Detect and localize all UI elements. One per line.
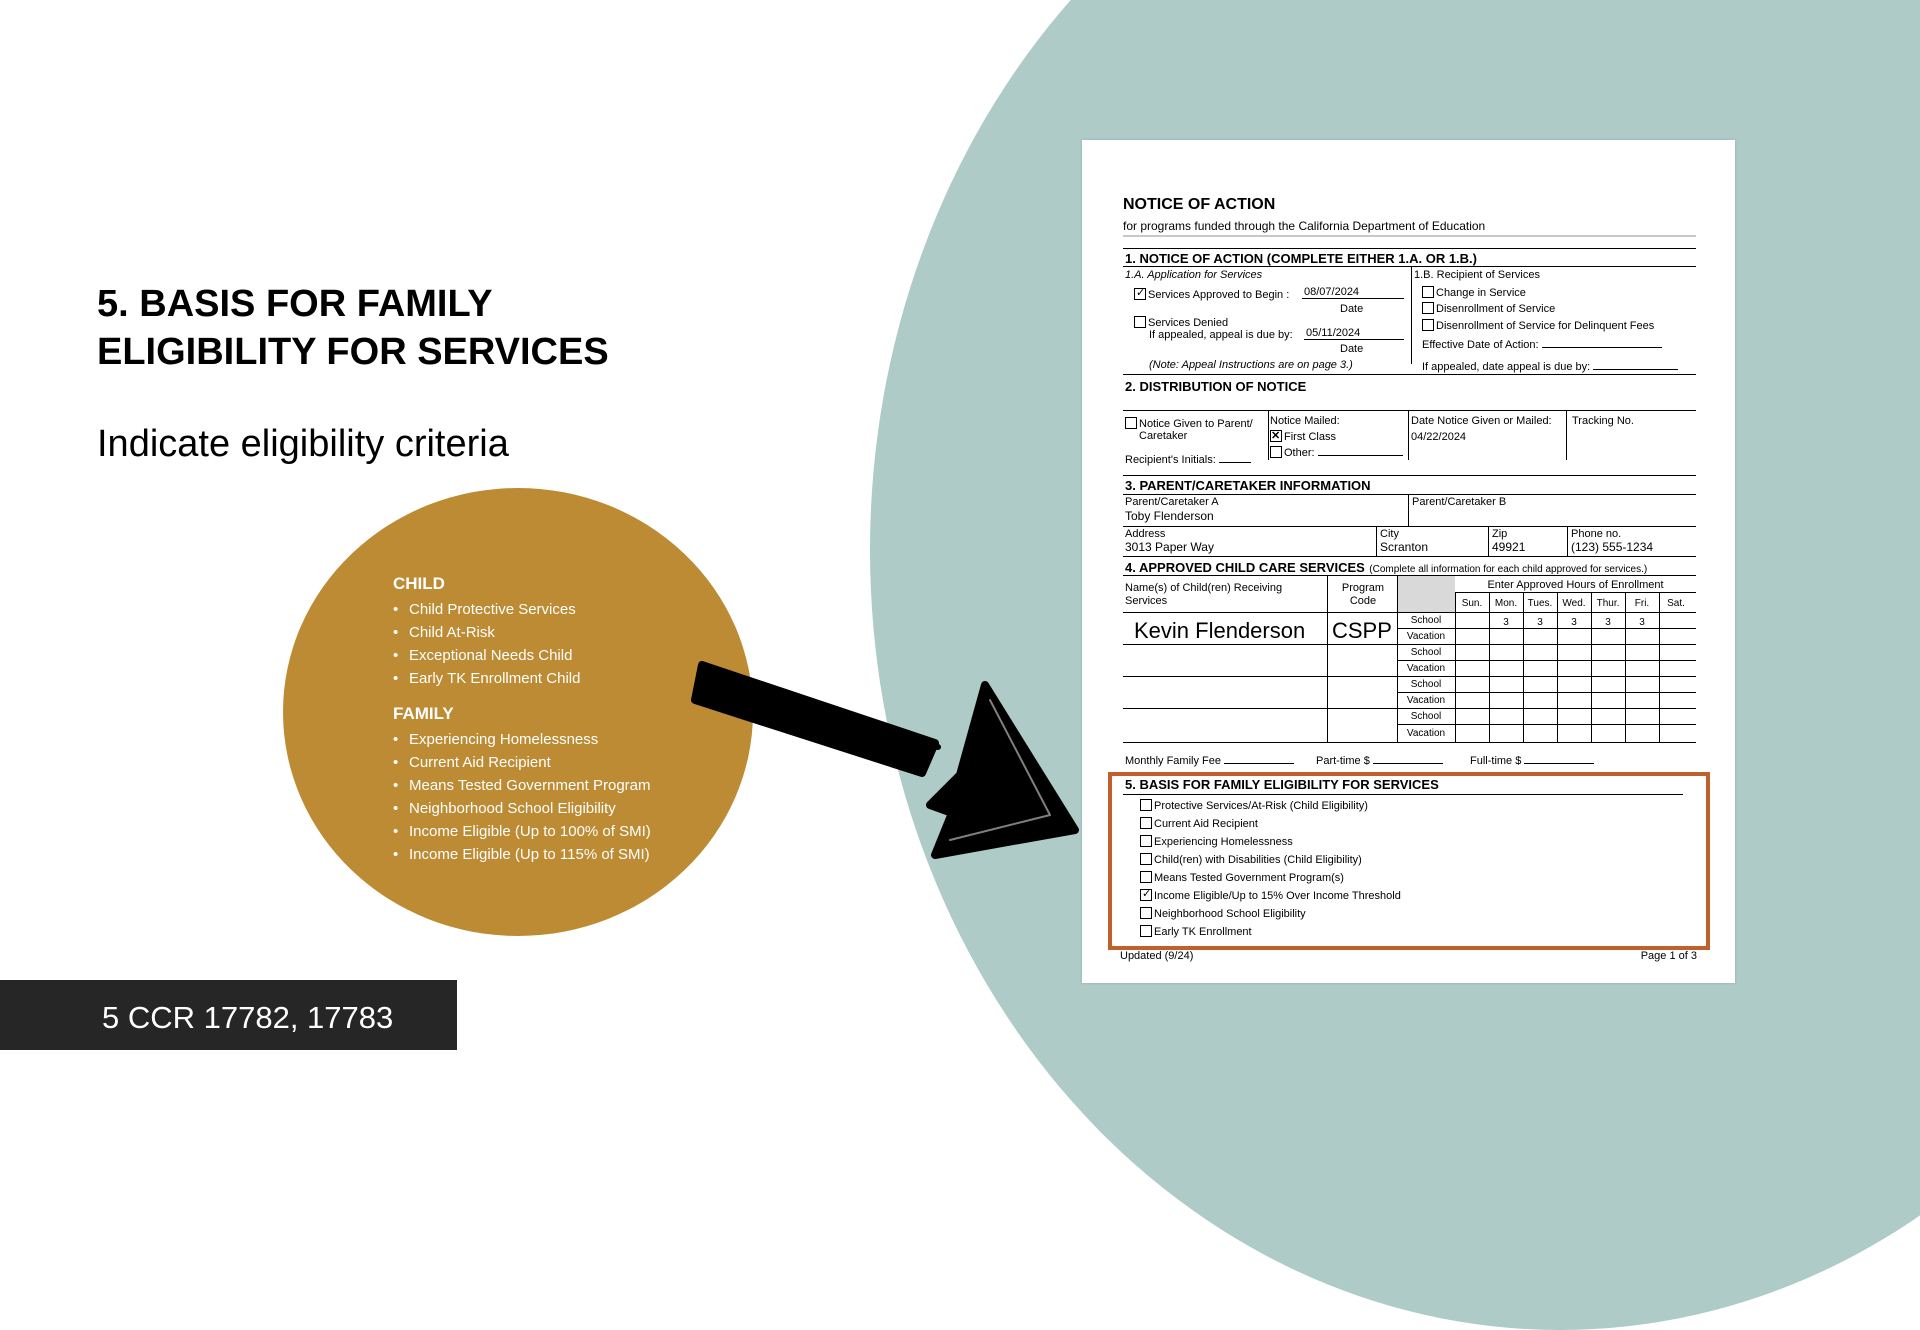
phone-label: Phone no. xyxy=(1571,528,1622,540)
disenrollment-row xyxy=(1422,302,1555,315)
disenrollment-fees-checkbox[interactable] xyxy=(1422,319,1434,331)
family-criteria-item: • Income Eligible (Up to 100% of SMI) xyxy=(393,820,733,843)
eligibility-label: Current Aid Recipient xyxy=(1154,818,1258,830)
divider xyxy=(1123,235,1696,237)
divider xyxy=(1408,494,1409,526)
notice-mailed-label: Notice Mailed: xyxy=(1270,415,1340,427)
part-time-currency: $ xyxy=(1363,755,1370,767)
divider xyxy=(1123,556,1696,557)
school-hours-cell[interactable]: 3 xyxy=(1503,617,1509,628)
child-criteria-item: • Child At-Risk xyxy=(393,621,733,644)
date-given-value: 04/22/2024 xyxy=(1411,431,1467,443)
change-in-service-checkbox[interactable] xyxy=(1422,286,1434,298)
divider xyxy=(1411,266,1412,364)
schedule-label: School xyxy=(1410,679,1442,690)
section4-heading-note: (Complete all information for each child approved for services.) xyxy=(1369,564,1648,575)
divider xyxy=(1489,592,1490,743)
family-criteria-item: • Experiencing Homelessness xyxy=(393,728,733,751)
day-header: Wed. xyxy=(1562,598,1586,609)
family-criteria-list xyxy=(393,728,733,866)
divider xyxy=(1567,526,1568,556)
eligibility-criteria-circle xyxy=(283,488,753,936)
schedule-label: School xyxy=(1410,615,1442,626)
notice-of-action-form xyxy=(1082,140,1735,983)
part-time-label: Part-time xyxy=(1316,755,1361,767)
notice-given-label-line2: Caretaker xyxy=(1139,430,1188,442)
notice-given-label-line1: Notice Given to Parent/ xyxy=(1139,418,1253,430)
divider xyxy=(1123,676,1696,677)
parent-a-name: Toby Flenderson xyxy=(1125,509,1214,523)
schedule-label: School xyxy=(1410,711,1442,722)
slide-subtitle: Indicate eligibility criteria xyxy=(97,423,509,465)
form-page-number: Page 1 of 3 xyxy=(1640,950,1697,962)
other-checkbox[interactable] xyxy=(1270,446,1282,458)
pointer-arrow-icon xyxy=(690,655,1090,885)
slide-title-line2: ELIGIBILITY FOR SERVICES xyxy=(97,331,609,373)
divider xyxy=(1327,575,1328,743)
section5-heading: 5. BASIS FOR FAMILY ELIGIBILITY FOR SERVICES xyxy=(1125,777,1439,792)
monthly-fee-field[interactable] xyxy=(1224,754,1294,764)
change-in-service-label: Change in Service xyxy=(1436,287,1526,299)
family-criteria-item: • Means Tested Government Program xyxy=(393,774,733,797)
appeal-date-field[interactable]: 05/11/2024 xyxy=(1304,327,1404,340)
tracking-label: Tracking No. xyxy=(1572,415,1634,427)
section4-heading: 4. APPROVED CHILD CARE SERVICES xyxy=(1125,560,1365,575)
child-names-header-line1: Name(s) of Child(ren) Receiving xyxy=(1125,582,1283,594)
notice-given-checkbox[interactable] xyxy=(1125,417,1137,429)
services-denied-label: Services Denied xyxy=(1148,317,1229,329)
other-row xyxy=(1270,446,1403,459)
city-value: Scranton xyxy=(1380,540,1429,554)
change-in-service-row xyxy=(1422,286,1526,299)
divider xyxy=(1123,708,1696,709)
effective-date-row xyxy=(1422,338,1662,351)
monthly-fee-label: Monthly Family Fee xyxy=(1125,755,1221,767)
other-label: Other: xyxy=(1284,447,1315,459)
services-denied-row xyxy=(1134,316,1228,329)
first-class-row xyxy=(1270,430,1336,443)
date-caption: Date xyxy=(1340,303,1364,315)
divider xyxy=(1123,248,1696,249)
recipient-initials-label: Recipient's Initials: xyxy=(1125,454,1216,466)
services-approved-checkbox[interactable] xyxy=(1134,288,1146,300)
appeal-due-label: If appealed, appeal is due by: xyxy=(1149,329,1293,341)
monthly-fee-row xyxy=(1125,754,1294,767)
divider xyxy=(1591,592,1592,743)
divider xyxy=(1268,410,1269,460)
divider xyxy=(1659,592,1660,743)
recipient-initials-field[interactable] xyxy=(1219,453,1251,463)
form-title: NOTICE OF ACTION xyxy=(1123,196,1276,213)
recipient-initials-row xyxy=(1125,453,1251,466)
services-approved-row xyxy=(1134,288,1289,301)
child-name-entry: Kevin Flenderson xyxy=(1134,618,1306,643)
full-time-row xyxy=(1470,754,1594,767)
other-field[interactable] xyxy=(1318,446,1403,456)
divider xyxy=(1557,592,1558,743)
schedule-label: Vacation xyxy=(1406,728,1446,739)
section2-heading: 2. DISTRIBUTION OF NOTICE xyxy=(1125,379,1307,394)
divider xyxy=(1397,724,1696,725)
divider xyxy=(1123,374,1696,375)
divider xyxy=(1408,410,1409,460)
circle-content xyxy=(393,574,733,866)
appeal-note: (Note: Appeal Instructions are on page 3.) xyxy=(1149,359,1353,371)
divider xyxy=(1123,475,1696,476)
slide-title xyxy=(97,280,609,376)
family-criteria-item: • Income Eligible (Up to 115% of SMI) xyxy=(393,843,733,866)
address-label: Address xyxy=(1125,528,1166,540)
eligibility-label: Experiencing Homelessness xyxy=(1154,836,1293,848)
day-header: Mon. xyxy=(1494,598,1518,609)
eligibility-label: Neighborhood School Eligibility xyxy=(1154,908,1306,920)
divider xyxy=(1523,592,1524,743)
if-appealed-label: If appealed, date appeal is due by: xyxy=(1422,361,1591,373)
eligibility-label: Protective Services/At-Risk (Child Eligibility) xyxy=(1154,800,1368,812)
date-caption: Date xyxy=(1340,343,1364,355)
divider xyxy=(1123,612,1696,613)
full-time-currency: $ xyxy=(1515,755,1522,767)
day-header: Fri. xyxy=(1634,598,1650,609)
disenrollment-checkbox[interactable] xyxy=(1422,302,1434,314)
child-criteria-list xyxy=(393,598,733,690)
child-criteria-item: • Exceptional Needs Child xyxy=(393,644,733,667)
school-hours-cell[interactable]: 3 xyxy=(1605,617,1611,628)
program-code-header-line2: Code xyxy=(1349,595,1377,607)
divider xyxy=(1123,410,1696,411)
child-names-header-line2: Services xyxy=(1125,595,1168,607)
schedule-label: Vacation xyxy=(1406,695,1446,706)
eligibility-label: Early TK Enrollment xyxy=(1154,926,1252,938)
zip-value: 49921 xyxy=(1492,540,1526,554)
divider xyxy=(1397,628,1696,629)
eligibility-label: Means Tested Government Program(s) xyxy=(1154,872,1344,884)
part-time-field[interactable] xyxy=(1373,754,1443,764)
citation-text: 5 CCR 17782, 17783 xyxy=(102,1000,394,1035)
section1-heading: 1. NOTICE OF ACTION (COMPLETE EITHER 1.A. OR 1.B.) xyxy=(1125,251,1477,266)
phone-value: (123) 555-1234 xyxy=(1571,540,1654,554)
family-heading: FAMILY xyxy=(393,704,454,723)
effective-date-label: Effective Date of Action: xyxy=(1422,339,1539,351)
full-time-label: Full-time xyxy=(1470,755,1513,767)
eligibility-label: Child(ren) with Disabilities (Child Eligibility) xyxy=(1154,854,1362,866)
divider xyxy=(1123,494,1696,495)
divider xyxy=(1455,592,1696,593)
part-time-row xyxy=(1316,754,1443,767)
parent-a-label: Parent/Caretaker A xyxy=(1125,496,1219,508)
school-hours-cell[interactable]: 3 xyxy=(1639,617,1645,628)
family-criteria-item: • Current Aid Recipient xyxy=(393,751,733,774)
services-denied-checkbox[interactable] xyxy=(1134,316,1146,328)
day-header: Thur. xyxy=(1596,598,1620,609)
date-given-label: Date Notice Given or Mailed: xyxy=(1411,415,1552,427)
disenrollment-label: Disenrollment of Service xyxy=(1436,303,1556,315)
divider xyxy=(1625,592,1626,743)
divider xyxy=(1123,644,1696,645)
effective-date-field[interactable] xyxy=(1542,338,1662,348)
first-class-label: First Class xyxy=(1284,431,1336,443)
divider xyxy=(1566,410,1567,460)
disenrollment-fees-label: Disenrollment of Service for Delinquent Fees xyxy=(1436,320,1655,332)
disenrollment-fees-row xyxy=(1422,319,1654,332)
notice-given-row xyxy=(1125,417,1253,430)
divider xyxy=(1397,692,1696,693)
section3-heading: 3. PARENT/CARETAKER INFORMATION xyxy=(1125,478,1371,493)
section5-highlight-box xyxy=(1108,772,1710,950)
schedule-label: Vacation xyxy=(1406,663,1446,674)
hours-header: Enter Approved Hours of Enrollment xyxy=(1487,579,1664,591)
form-updated: Updated (9/24) xyxy=(1120,950,1194,962)
if-appealed-row xyxy=(1422,360,1678,373)
slide-title-line1: 5. BASIS FOR FAMILY xyxy=(97,283,493,325)
day-header: Sun. xyxy=(1461,598,1483,609)
divider xyxy=(1123,526,1696,527)
divider xyxy=(1488,526,1489,556)
form-subtitle: for programs funded through the California Department of Education xyxy=(1123,219,1486,233)
day-header: Sat. xyxy=(1667,598,1685,609)
address-value: 3013 Paper Way xyxy=(1125,540,1214,554)
program-code-header-line1: Program xyxy=(1341,582,1385,594)
shaded-cell xyxy=(1398,576,1455,612)
divider xyxy=(1376,526,1377,556)
divider xyxy=(1397,660,1696,661)
section1b-label: 1.B. Recipient of Services xyxy=(1414,269,1540,281)
full-time-field[interactable] xyxy=(1524,754,1594,764)
section1a-label: 1.A. Application for Services xyxy=(1125,269,1263,281)
if-appealed-field[interactable] xyxy=(1593,360,1678,370)
eligibility-label: Income Eligible/Up to 15% Over Income Threshold xyxy=(1154,890,1401,902)
family-criteria-item: • Neighborhood School Eligibility xyxy=(393,797,733,820)
divider xyxy=(1123,266,1696,267)
zip-label: Zip xyxy=(1492,528,1508,540)
first-class-checkbox[interactable] xyxy=(1270,430,1282,442)
divider xyxy=(1123,742,1696,743)
child-criteria-item: • Child Protective Services xyxy=(393,598,733,621)
school-hours-cell[interactable]: 3 xyxy=(1571,617,1577,628)
child-criteria-item: • Early TK Enrollment Child xyxy=(393,667,733,690)
divider xyxy=(1455,592,1456,743)
day-header: Tues. xyxy=(1527,598,1553,609)
city-label: City xyxy=(1380,528,1399,540)
approved-date-field[interactable]: 08/07/2024 xyxy=(1302,286,1404,299)
schedule-label: School xyxy=(1410,647,1442,658)
services-approved-label: Services Approved to Begin : xyxy=(1148,289,1290,301)
citation-bar xyxy=(0,980,457,1050)
school-hours-cell[interactable]: 3 xyxy=(1537,617,1543,628)
child-heading: CHILD xyxy=(393,574,445,593)
program-code-entry: CSPP xyxy=(1332,618,1392,643)
parent-b-label: Parent/Caretaker B xyxy=(1412,496,1507,508)
schedule-label: Vacation xyxy=(1406,631,1446,642)
